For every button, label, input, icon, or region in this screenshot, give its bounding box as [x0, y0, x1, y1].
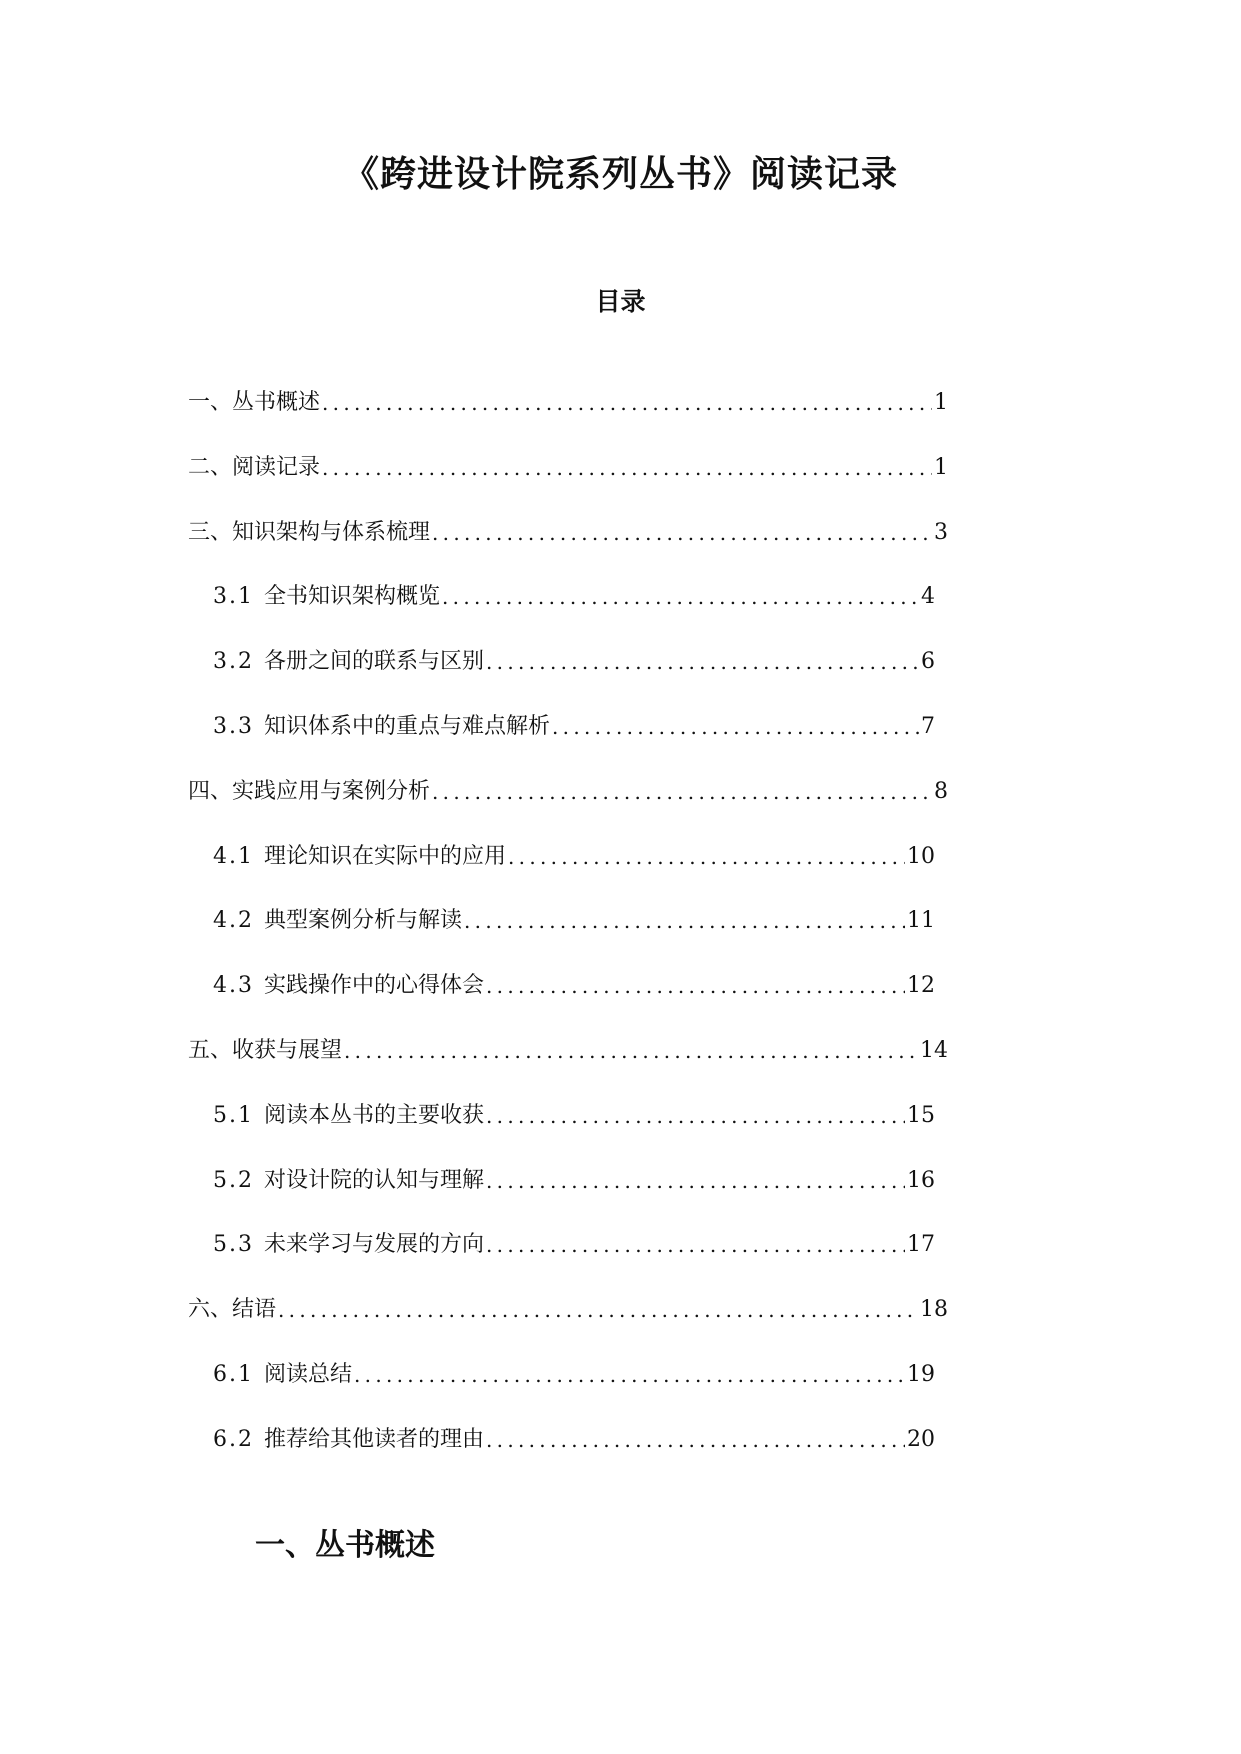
toc-dot-leader [506, 842, 905, 872]
toc-entry-page: 10 [907, 843, 935, 869]
toc-entry-2[interactable] [188, 453, 948, 518]
toc-entry-number: 6.1 [213, 1361, 254, 1387]
toc-entry-label: 六、结语 [188, 1297, 277, 1323]
toc-dot-leader [550, 712, 919, 742]
toc-entry-label [213, 842, 506, 872]
toc-dot-leader [484, 1166, 905, 1196]
toc-entry-number: 5.3 [213, 1232, 254, 1258]
toc-entry-page: 7 [921, 713, 935, 739]
toc-entry-label [213, 1230, 484, 1260]
toc-entry-text: 阅读本丛书的主要收获 [264, 1102, 485, 1128]
toc-entry-page: 14 [920, 1037, 948, 1063]
toc-dot-leader [320, 453, 932, 483]
toc-entry-3-2[interactable] [213, 647, 935, 712]
toc-entry-text: 全书知识架构概览 [264, 584, 441, 610]
toc-entry-page: 18 [920, 1297, 948, 1323]
toc-entry-page: 15 [907, 1102, 935, 1128]
toc-entry-label [213, 647, 484, 677]
toc-dot-leader [430, 777, 932, 807]
toc-dot-leader [484, 971, 905, 1001]
toc-entry-page: 1 [934, 390, 948, 415]
toc-dot-leader [484, 1101, 905, 1131]
toc-entry-label: 五、收获与展望 [188, 1037, 343, 1063]
toc-entry-text: 理论知识在实际中的应用 [264, 843, 507, 869]
toc-entry-text: 未来学习与发展的方向 [264, 1232, 485, 1258]
toc-entry-number: 4.1 [213, 843, 254, 869]
toc-entry-5-3[interactable] [213, 1230, 935, 1295]
toc-entry-page: 4 [921, 584, 935, 610]
toc-entry-page: 3 [934, 519, 948, 545]
toc-entry-text: 各册之间的联系与区别 [264, 649, 485, 675]
toc-dot-leader [440, 582, 919, 612]
toc-dot-leader [462, 906, 905, 936]
toc-entry-number: 5.1 [213, 1102, 254, 1128]
toc-heading: 目录 [595, 287, 646, 316]
toc-entry-3-1[interactable] [213, 582, 935, 647]
toc-entry-label [213, 1166, 484, 1196]
toc-entry-4-3[interactable] [213, 971, 935, 1036]
toc-entry-5[interactable] [188, 1036, 948, 1101]
toc-entry-number: 6.2 [213, 1426, 254, 1452]
toc-entry-text: 对设计院的认知与理解 [264, 1167, 485, 1193]
toc-dot-leader [484, 1230, 905, 1260]
toc-dot-leader [484, 1425, 905, 1455]
section-heading-overview: 一、丛书概述 [255, 1528, 435, 1563]
toc-entry-label [213, 906, 462, 936]
toc-entry-label: 一、丛书概述 [188, 390, 321, 415]
toc-dot-leader [276, 1295, 918, 1325]
table-of-contents [0, 388, 1241, 1490]
toc-entry-number: 4.2 [213, 908, 254, 934]
toc-dot-leader [320, 388, 932, 418]
toc-entry-3[interactable] [188, 518, 948, 583]
toc-entry-3-3[interactable] [213, 712, 935, 777]
toc-entry-number: 5.2 [213, 1167, 254, 1193]
toc-entry-label: 二、阅读记录 [188, 454, 321, 480]
toc-entry-label [213, 712, 550, 742]
toc-entry-number: 3.2 [213, 649, 254, 675]
toc-dot-leader [352, 1360, 905, 1390]
document-title: 《跨进设计院系列丛书》阅读记录 [342, 153, 898, 195]
toc-entry-page: 12 [907, 973, 935, 999]
toc-entry-label: 三、知识架构与体系梳理 [188, 519, 431, 545]
toc-entry-4[interactable] [188, 777, 948, 842]
toc-entry-text: 阅读总结 [264, 1361, 353, 1387]
toc-entry-text: 实践操作中的心得体会 [264, 973, 485, 999]
toc-entry-number: 4.3 [213, 973, 254, 999]
toc-entry-4-2[interactable] [213, 906, 935, 971]
toc-entry-label [213, 971, 484, 1001]
toc-entry-page: 19 [907, 1361, 935, 1387]
toc-entry-5-2[interactable] [213, 1166, 935, 1231]
toc-entry-page: 8 [934, 778, 948, 804]
toc-entry-page: 6 [921, 649, 935, 675]
toc-entry-label [213, 1101, 484, 1131]
toc-entry-page: 11 [907, 908, 935, 934]
toc-entry-text: 典型案例分析与解读 [264, 908, 463, 934]
toc-entry-text: 推荐给其他读者的理由 [264, 1426, 485, 1452]
toc-entry-6-1[interactable] [213, 1360, 935, 1425]
toc-entry-text: 知识体系中的重点与难点解析 [264, 713, 551, 739]
toc-entry-5-1[interactable] [213, 1101, 935, 1166]
toc-dot-leader [484, 647, 919, 677]
toc-entry-4-1[interactable] [213, 842, 935, 907]
toc-dot-leader [342, 1036, 918, 1066]
toc-entry-page: 16 [907, 1167, 935, 1193]
toc-entry-page: 17 [907, 1232, 935, 1258]
toc-entry-6[interactable] [188, 1295, 948, 1360]
toc-entry-label [213, 1360, 352, 1390]
toc-entry-label: 四、实践应用与案例分析 [188, 778, 431, 804]
toc-entry-number: 3.3 [213, 713, 254, 739]
toc-entry-page: 20 [907, 1426, 935, 1452]
toc-entry-number: 3.1 [213, 584, 254, 610]
toc-entry-label [213, 1425, 484, 1455]
toc-entry-6-2[interactable] [213, 1425, 935, 1490]
toc-entry-label [213, 582, 440, 612]
toc-entry-page: 1 [934, 454, 948, 480]
toc-entry-1[interactable] [188, 388, 948, 453]
toc-dot-leader [430, 518, 932, 548]
